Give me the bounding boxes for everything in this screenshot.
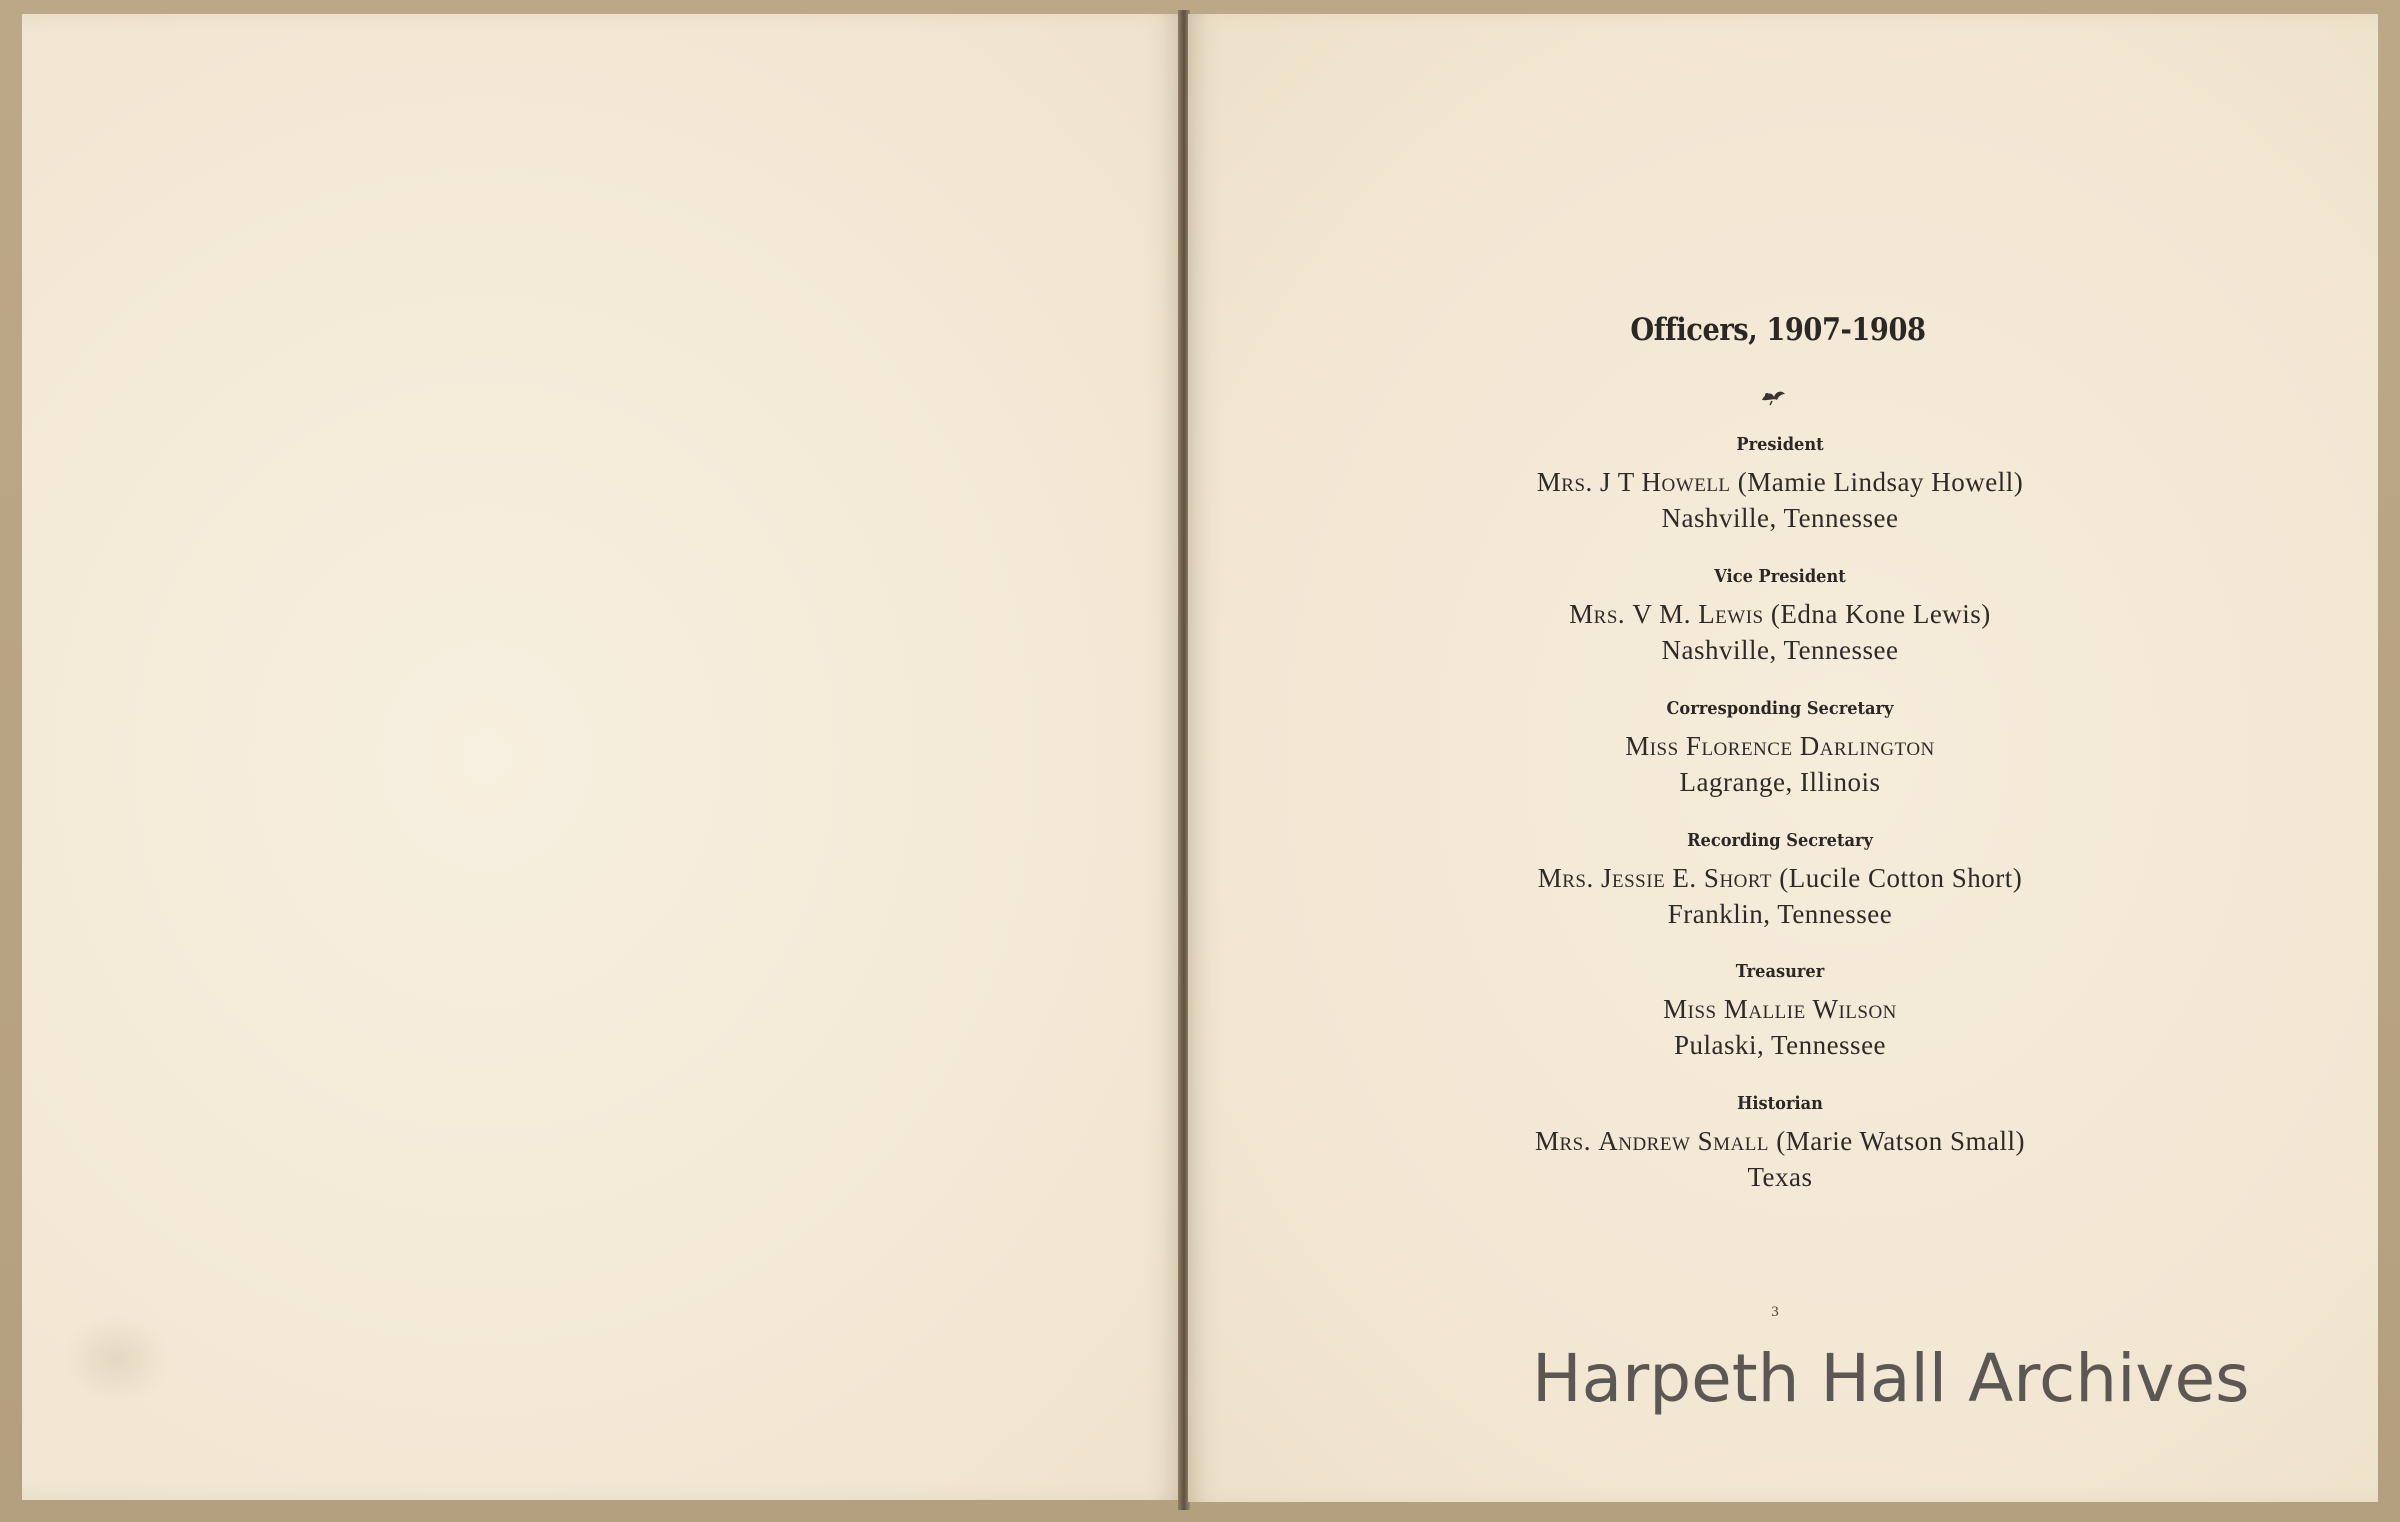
officer-name-line bbox=[1380, 596, 2180, 632]
left-page bbox=[22, 14, 1180, 1500]
officer-title: Miss bbox=[1625, 731, 1679, 761]
officer-role: Vice President bbox=[1714, 566, 1846, 587]
officer-vice-president bbox=[1380, 566, 2180, 668]
officer-name: J T Howell bbox=[1600, 467, 1731, 497]
officer-maiden-name: (Marie Watson Small) bbox=[1776, 1126, 2026, 1156]
officer-title: Miss bbox=[1663, 994, 1717, 1024]
officer-name-line bbox=[1380, 860, 2180, 896]
officer-location: Lagrange, Illinois bbox=[1679, 767, 1881, 797]
officer-title: Mrs. bbox=[1536, 467, 1593, 497]
officer-location: Texas bbox=[1747, 1162, 1813, 1192]
officer-title: Mrs. bbox=[1569, 599, 1626, 629]
officer-corresponding-secretary bbox=[1380, 698, 2180, 800]
fleuron-icon bbox=[1758, 386, 1788, 406]
officer-location: Nashville, Tennessee bbox=[1661, 503, 1899, 533]
officer-name-line bbox=[1380, 1123, 2180, 1159]
officer-role: Recording Secretary bbox=[1687, 830, 1873, 851]
officer-title: Mrs. bbox=[1537, 863, 1594, 893]
officer-role: Corresponding Secretary bbox=[1666, 698, 1894, 719]
officer-location: Franklin, Tennessee bbox=[1667, 899, 1893, 929]
archive-watermark: Harpeth Hall Archives bbox=[1532, 1340, 2250, 1417]
officer-name: V M. Lewis bbox=[1632, 599, 1764, 629]
officer-name-line bbox=[1380, 728, 2180, 764]
officer-name: Jessie E. Short bbox=[1601, 863, 1773, 893]
officer-location: Nashville, Tennessee bbox=[1661, 635, 1899, 665]
officer-role: Historian bbox=[1737, 1093, 1823, 1114]
officer-recording-secretary bbox=[1380, 830, 2180, 932]
page-number: 3 bbox=[1771, 1304, 1779, 1320]
paper-stain bbox=[62, 1314, 172, 1404]
officer-name-line bbox=[1380, 464, 2180, 500]
officer-maiden-name: (Edna Kone Lewis) bbox=[1770, 599, 1991, 629]
officer-maiden-name: (Mamie Lindsay Howell) bbox=[1737, 467, 2024, 497]
officer-name: Mallie Wilson bbox=[1723, 994, 1897, 1024]
officer-role: Treasurer bbox=[1735, 961, 1825, 982]
officer-name: Florence Darlington bbox=[1685, 731, 1935, 761]
page-title: Officers, 1907-1908 bbox=[1630, 312, 1926, 348]
officer-treasurer bbox=[1380, 961, 2180, 1063]
officer-role: President bbox=[1736, 434, 1824, 455]
officer-title: Mrs. bbox=[1534, 1126, 1591, 1156]
officer-name-line bbox=[1380, 991, 2180, 1027]
officer-historian bbox=[1380, 1093, 2180, 1195]
officer-maiden-name: (Lucile Cotton Short) bbox=[1779, 863, 2023, 893]
officer-name: Andrew Small bbox=[1598, 1126, 1769, 1156]
officer-president bbox=[1380, 434, 2180, 536]
officer-location: Pulaski, Tennessee bbox=[1673, 1030, 1887, 1060]
